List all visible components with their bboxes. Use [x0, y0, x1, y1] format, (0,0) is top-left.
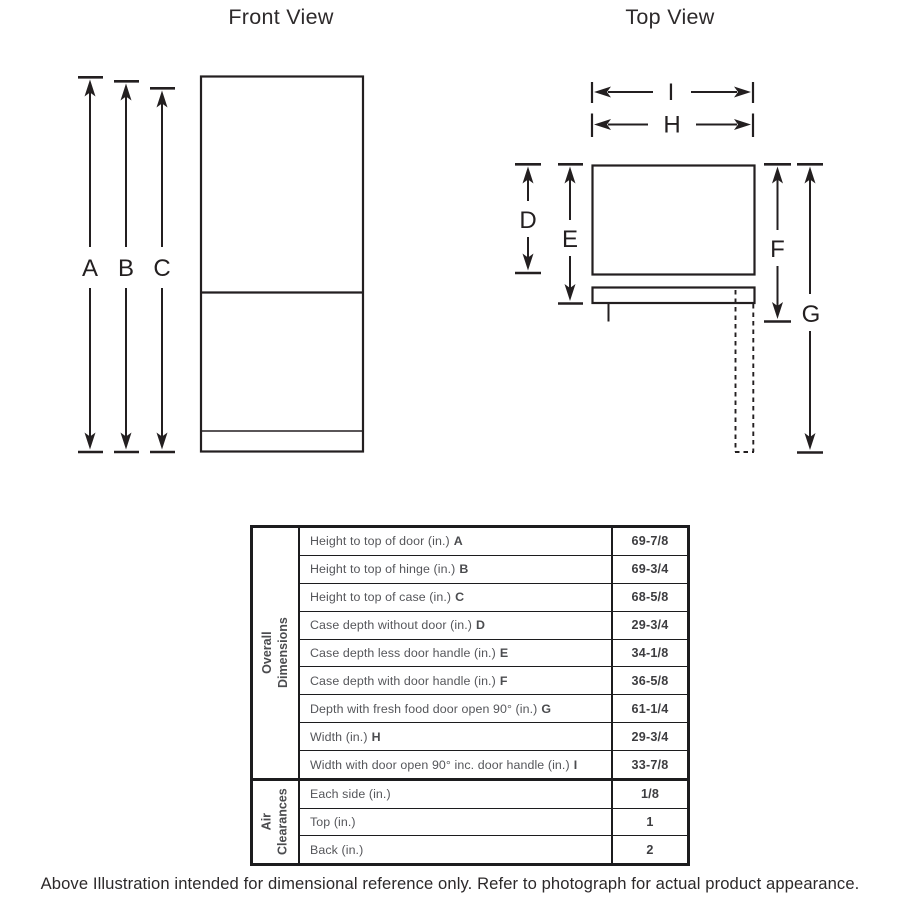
table-row — [300, 556, 687, 584]
row-letter: C — [455, 590, 465, 605]
row-value: 2 — [646, 842, 654, 857]
row-letter: G — [541, 701, 552, 716]
fridge-top-door-outline — [593, 288, 755, 304]
dim-arrow-e — [558, 164, 583, 303]
row-desc: Height to top of case (in.) — [310, 590, 452, 605]
dim-label-c: C — [153, 255, 171, 282]
fridge-front-outline — [201, 77, 363, 452]
overall-dimensions-section — [253, 528, 687, 781]
reference-disclaimer-caption: Above Illustration intended for dimensional reference only. Refer to photograph for actual product appearance. — [40, 874, 860, 893]
dim-label-h: H — [663, 111, 681, 139]
dim-label-d: D — [519, 207, 537, 234]
row-desc: Height to top of door (in.) — [310, 534, 450, 549]
row-desc: Case depth without door (in.) — [310, 618, 472, 633]
row-desc: Width (in.) — [310, 729, 368, 744]
row-letter: E — [499, 646, 509, 660]
air-clearances-label: Air Clearances — [259, 788, 290, 856]
overall-dimensions-label: Overall Dimensions — [259, 617, 290, 689]
row-letter: H — [371, 729, 381, 744]
dim-arrow-g — [797, 164, 823, 452]
table-row — [300, 612, 687, 640]
row-letter: B — [459, 562, 469, 577]
row-letter: I — [573, 757, 578, 772]
fridge-top-case-outline — [593, 166, 755, 275]
row-value: 33-7/8 — [631, 757, 669, 772]
front-view-title: Front View — [228, 5, 334, 29]
row-value: 69-7/8 — [631, 534, 669, 549]
row-value: 69-3/4 — [631, 562, 669, 577]
row-value: 68-5/8 — [631, 590, 669, 605]
dim-arrow-b — [114, 81, 139, 452]
dim-arrow-h — [592, 112, 753, 139]
air-clearances-header-cell — [253, 781, 300, 863]
row-value: 29-3/4 — [631, 729, 669, 744]
dim-label-f: F — [770, 236, 785, 263]
table-row — [300, 667, 687, 695]
table-row — [300, 781, 687, 809]
dim-arrow-c — [150, 88, 175, 452]
dim-label-e: E — [561, 226, 579, 253]
dim-arrow-d — [515, 164, 541, 273]
row-value: 36-5/8 — [631, 673, 669, 688]
dim-arrow-f — [764, 164, 791, 321]
table-row — [300, 695, 687, 723]
dim-label-a: A — [81, 255, 99, 282]
row-desc: Case depth with door handle (in.) — [310, 673, 496, 688]
row-value: 29-3/4 — [631, 618, 669, 633]
row-value: 1/8 — [640, 787, 660, 802]
dimensions-table — [250, 525, 690, 866]
row-value: 1 — [646, 815, 654, 829]
row-desc: Depth with fresh food door open 90° (in.) — [310, 701, 538, 716]
top-view-title: Top View — [625, 5, 715, 29]
table-row — [300, 836, 687, 863]
dim-label-i: I — [667, 79, 675, 106]
row-desc: Top (in.) — [310, 815, 356, 829]
row-value: 61-1/4 — [631, 701, 669, 716]
table-row — [300, 723, 687, 751]
row-desc: Width with door open 90° inc. door handle (in.) — [310, 757, 570, 772]
row-desc: Height to top of hinge (in.) — [310, 562, 456, 577]
row-letter: A — [453, 534, 463, 549]
table-row — [300, 584, 687, 612]
row-desc: Case depth less door handle (in.) — [310, 646, 496, 660]
top-view-diagram — [515, 79, 823, 453]
row-letter: F — [499, 673, 508, 688]
overall-dimensions-header-cell — [253, 528, 300, 778]
row-desc: Each side (in.) — [310, 787, 391, 802]
row-desc: Back (in.) — [310, 842, 364, 857]
row-value: 34-1/8 — [631, 646, 669, 660]
dim-label-b: B — [117, 255, 135, 282]
table-row — [300, 809, 687, 837]
dim-arrow-i — [592, 79, 753, 106]
front-view-diagram — [78, 77, 363, 453]
table-row — [300, 751, 687, 778]
table-row — [300, 528, 687, 556]
dim-arrow-a — [78, 77, 103, 452]
dim-label-g: G — [801, 301, 821, 328]
row-letter: D — [476, 618, 486, 633]
air-clearances-section — [253, 781, 687, 863]
table-row — [300, 640, 687, 668]
open-door-dashed-outline — [735, 290, 754, 452]
